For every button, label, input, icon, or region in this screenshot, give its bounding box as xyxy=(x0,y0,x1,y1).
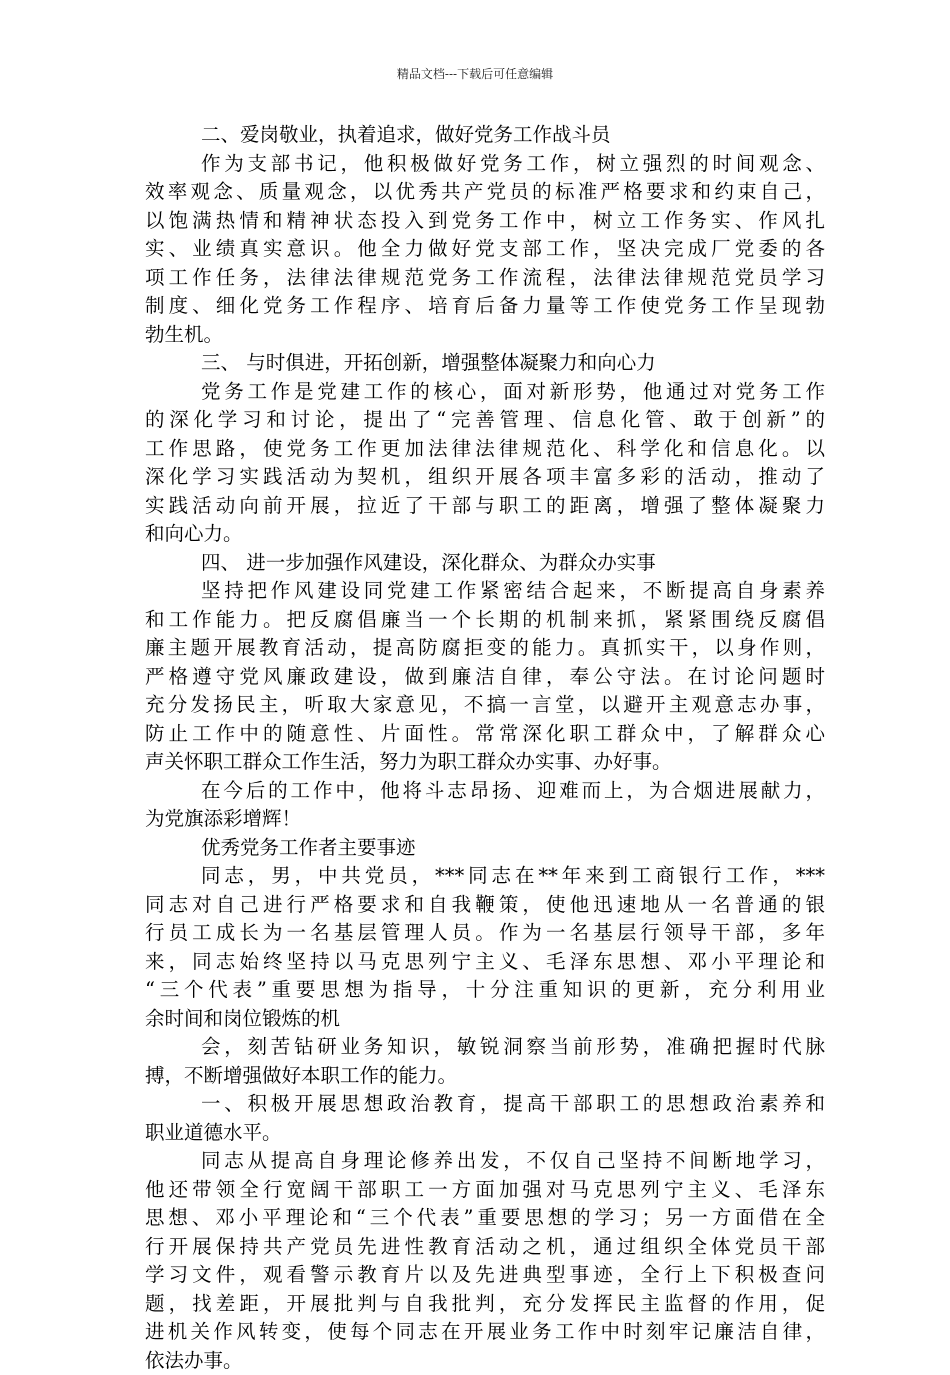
page-header: 精品文档---下载后可任意编辑 xyxy=(0,66,950,82)
text-line: 思想、邓小平理论和“三个代表”重要思想的学习；另一方面借在全 xyxy=(145,1204,825,1233)
text-line: 声关怀职工群众工作生活，努力为职工群众办实事、办好事。 xyxy=(145,748,825,777)
text-line: 三、 与时俱进，开拓创新，增强整体凝聚力和向心力 xyxy=(145,349,825,378)
text-line: 二、爱岗敬业，执着追求，做好党务工作战斗员 xyxy=(145,121,825,150)
text-line: 职业道德水平。 xyxy=(145,1119,825,1148)
text-line: 和工作能力。把反腐倡廉当一个长期的机制来抓，紧紧围绕反腐倡 xyxy=(145,606,825,635)
text-line: 为党旗添彩增辉！ xyxy=(145,805,825,834)
text-line: 严格遵守党风廉政建设，做到廉洁自律，奉公守法。在讨论问题时 xyxy=(145,663,825,692)
text-line: 优秀党务工作者主要事迹 xyxy=(145,834,825,863)
text-line: 来，同志始终坚持以马克思列宁主义、毛泽东思想、邓小平理论和 xyxy=(145,948,825,977)
text-line: 学习文件，观看警示教育片以及先进典型事迹，全行上下积极查问 xyxy=(145,1261,825,1290)
text-line: 坚持把作风建设同党建工作紧密结合起来，不断提高自身素养 xyxy=(145,577,825,606)
text-line: 作为支部书记，他积极做好党务工作，树立强烈的时间观念、 xyxy=(145,150,825,179)
text-line: 在今后的工作中，他将斗志昂扬、迎难而上，为合烟进展献力， xyxy=(145,777,825,806)
text-line: 会，刻苦钻研业务知识，敏锐洞察当前形势，准确把握时代脉 xyxy=(145,1033,825,1062)
text-line: 制度、细化党务工作程序、培育后备力量等工作使党务工作呈现勃 xyxy=(145,292,825,321)
text-line: 实、业绩真实意识。他全力做好党支部工作，坚决完成厂党委的各 xyxy=(145,235,825,264)
text-line: 四、 进一步加强作风建设，深化群众、为群众办实事 xyxy=(145,549,825,578)
text-line: 廉主题开展教育活动，提高防腐拒变的能力。真抓实干，以身作则， xyxy=(145,634,825,663)
text-line: 进机关作风转变，使每个同志在开展业务工作中时刻牢记廉洁自律， xyxy=(145,1318,825,1347)
text-line: 的深化学习和讨论，提出了“完善管理、信息化管、敢于创新”的 xyxy=(145,406,825,435)
text-line: 效率观念、质量观念，以优秀共产党员的标准严格要求和约束自己， xyxy=(145,178,825,207)
text-line: 和向心力。 xyxy=(145,520,825,549)
text-line: 余时间和岗位锻炼的机 xyxy=(145,1005,825,1034)
text-line: 他还带领全行宽阔干部职工一方面加强对马克思列宁主义、毛泽东 xyxy=(145,1176,825,1205)
text-line: 党务工作是党建工作的核心，面对新形势，他通过对党务工作 xyxy=(145,378,825,407)
text-line: 一、积极开展思想政治教育，提高干部职工的思想政治素养和 xyxy=(145,1090,825,1119)
text-line: 同志从提高自身理论修养出发，不仅自己坚持不间断地学习， xyxy=(145,1147,825,1176)
text-line: 充分发扬民主，听取大家意见，不搞一言堂，以避开主观意志办事， xyxy=(145,691,825,720)
text-line: “三个代表”重要思想为指导，十分注重知识的更新，充分利用业 xyxy=(145,976,825,1005)
text-line: 依法办事。 xyxy=(145,1347,825,1375)
text-line: 行开展保持共产党员先进性教育活动之机，通过组织全体党员干部 xyxy=(145,1233,825,1262)
text-line: 工作思路，使党务工作更加法律法律规范化、科学化和信息化。以 xyxy=(145,435,825,464)
text-line: 同志对自己进行严格要求和自我鞭策，使他迅速地从一名普通的银 xyxy=(145,891,825,920)
text-line: 深化学习实践活动为契机，组织开展各项丰富多彩的活动，推动了 xyxy=(145,463,825,492)
text-line: 搏，不断增强做好本职工作的能力。 xyxy=(145,1062,825,1091)
text-line: 勃生机。 xyxy=(145,321,825,350)
document-body xyxy=(145,121,825,1375)
text-line: 项工作任务，法律法律规范党务工作流程，法律法律规范党员学习 xyxy=(145,264,825,293)
text-line: 以饱满热情和精神状态投入到党务工作中，树立工作务实、作风扎 xyxy=(145,207,825,236)
text-line: 行员工成长为一名基层管理人员。作为一名基层行领导干部，多年 xyxy=(145,919,825,948)
text-line: 防止工作中的随意性、片面性。常常深化职工群众中，了解群众心 xyxy=(145,720,825,749)
text-line: 同志，男，中共党员，***同志在**年来到工商银行工作，*** xyxy=(145,862,825,891)
text-line: 题，找差距，开展批判与自我批判，充分发挥民主监督的作用，促 xyxy=(145,1290,825,1319)
text-line: 实践活动向前开展，拉近了干部与职工的距离，增强了整体凝聚力 xyxy=(145,492,825,521)
